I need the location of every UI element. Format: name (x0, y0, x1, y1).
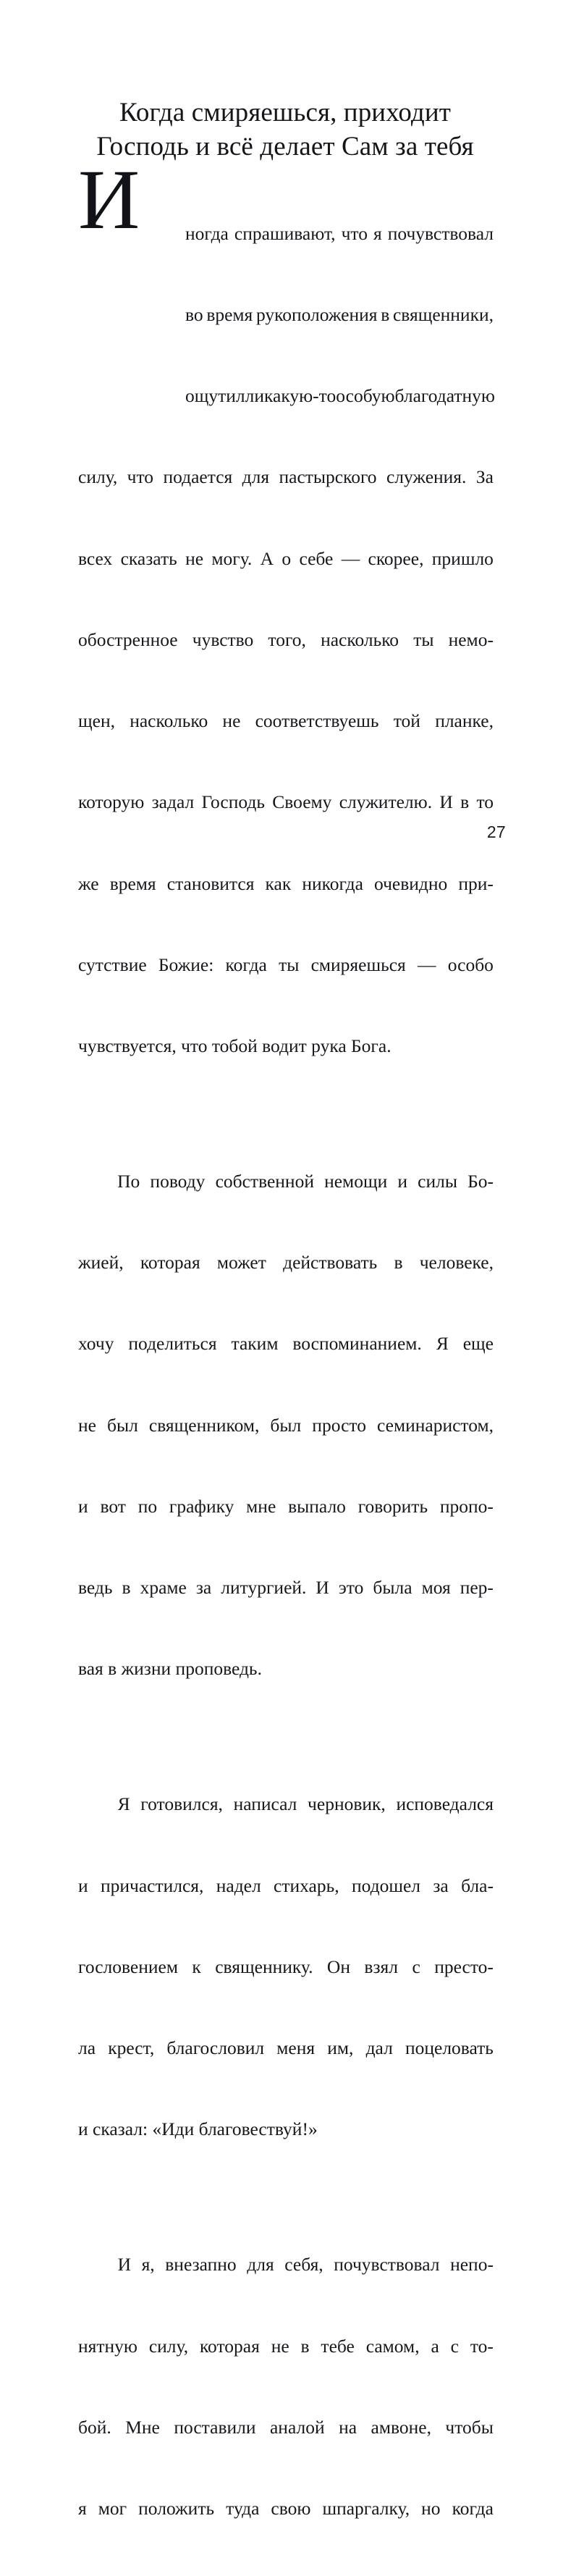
word: ли (245, 385, 265, 407)
text-line: чувствуется, что тобой водит рука Бога. (78, 1035, 392, 1056)
word: вот (100, 1495, 126, 1517)
word: Бо- (467, 1171, 494, 1192)
word: какую-то (264, 385, 337, 407)
word: нятную (78, 2335, 137, 2357)
text-line (78, 2495, 494, 2522)
word: не (185, 547, 204, 569)
word: в (394, 1252, 403, 1274)
text-line: и сказал: «Иди благовествуй!» (78, 2118, 318, 2140)
word: это (338, 1577, 364, 1599)
word: По (117, 1171, 140, 1192)
word: и (78, 1495, 88, 1517)
body-text-column (78, 152, 495, 2576)
word: храме (140, 1577, 187, 1599)
word: крест, (108, 2037, 155, 2059)
word: поводу (150, 1171, 206, 1192)
word: же (78, 872, 99, 894)
text-line: вая в жизни проповедь. (78, 1658, 262, 1680)
word: — (418, 954, 436, 975)
text-line (78, 2251, 494, 2278)
paragraph-indent (78, 1790, 107, 1817)
word: и (397, 1171, 408, 1192)
word: немо- (448, 628, 494, 650)
word: исповедался (396, 1793, 494, 1815)
word: выпало (288, 1495, 346, 1517)
word: пер- (460, 1577, 494, 1599)
word: в (460, 791, 470, 813)
word: то- (470, 2335, 494, 2357)
word: в (381, 304, 390, 326)
word: Господь (201, 791, 265, 813)
paragraph-4 (78, 2197, 494, 2576)
word: и (78, 1874, 88, 1896)
word: я (373, 222, 382, 244)
word: человеке, (419, 1252, 494, 1274)
word: во (185, 304, 203, 326)
word: всех (78, 547, 113, 569)
word: Мне (125, 2416, 160, 2438)
word: рукоположения (255, 304, 378, 326)
word: себя, (284, 2254, 323, 2276)
word: дал (365, 2037, 393, 2059)
text-line (78, 951, 494, 978)
word: обостренное (78, 628, 178, 650)
paragraph-1 (78, 152, 495, 1114)
word: поставили (174, 2416, 256, 2438)
word: внезапно (165, 2254, 237, 2276)
word: себе (299, 547, 334, 569)
text-line (78, 1493, 494, 1520)
text-line (78, 870, 494, 897)
word: гословением (78, 1956, 178, 1977)
word: еще (462, 1333, 494, 1355)
word: могу. (211, 547, 253, 569)
word: воспоминанием. (292, 1333, 422, 1355)
word: ощутил (185, 385, 245, 407)
text-line (78, 1574, 494, 1601)
word: говорить (357, 1495, 428, 1517)
word: соответствуешь (255, 710, 379, 732)
word: ты (413, 628, 434, 650)
word: хочу (78, 1333, 114, 1355)
word: может (216, 1252, 266, 1274)
word: сказать (120, 547, 177, 569)
word: — (341, 547, 360, 569)
word: свою (271, 2497, 311, 2519)
word: становится (166, 872, 255, 894)
word: при- (458, 872, 494, 894)
word: им, (327, 2037, 354, 2059)
word: скорее, (368, 547, 424, 569)
word: священником, (148, 1414, 260, 1436)
word: когда (452, 2497, 494, 2519)
word: Я (117, 1793, 130, 1815)
word: почувствовал (387, 222, 494, 244)
drop-cap: И (78, 152, 140, 247)
text-line (78, 1168, 494, 1195)
word: время (206, 304, 253, 326)
word: был (270, 1414, 302, 1436)
word: которая (140, 1252, 200, 1274)
word: пропо- (439, 1495, 494, 1517)
word: моя (421, 1577, 451, 1599)
word: особо (447, 954, 494, 975)
word: действовать (283, 1252, 378, 1274)
word: служителю. (339, 791, 433, 813)
word: меня (276, 2037, 316, 2059)
word: очевидно (374, 872, 448, 894)
text-line (78, 788, 494, 815)
word: когда (225, 954, 267, 975)
word: бой. (78, 2416, 111, 2438)
word: был (107, 1414, 138, 1436)
word: за (195, 1577, 212, 1599)
word: в (122, 1577, 131, 1599)
word: графику (169, 1495, 234, 1517)
paragraph-2 (78, 1114, 494, 1736)
word: не (78, 1414, 96, 1436)
word: И (117, 2254, 131, 2276)
word: причастился, (100, 1874, 204, 1896)
word: готовился, (140, 1793, 223, 1815)
word: о (282, 547, 292, 569)
word: задал (151, 791, 195, 813)
word: особую (336, 385, 395, 407)
word: И (316, 1577, 329, 1599)
text-line (78, 1330, 494, 1357)
word: священники, (392, 304, 494, 326)
word: по (137, 1495, 158, 1517)
word: никогда (302, 872, 363, 894)
text-line (78, 545, 494, 572)
word: для (247, 2254, 274, 2276)
word: непо- (450, 2254, 494, 2276)
text-line (78, 220, 494, 247)
word: к (192, 1956, 201, 1977)
word: туда (226, 2497, 260, 2519)
word: подошел (351, 1874, 421, 1896)
word: смиряешься (310, 954, 406, 975)
word: За (475, 466, 494, 488)
word: написал (233, 1793, 297, 1815)
word: чтобы (445, 2416, 494, 2438)
word: которую (78, 791, 145, 813)
word: священнику. (215, 1956, 313, 1977)
word: почувствовал (334, 2254, 440, 2276)
word: которая (199, 2335, 260, 2357)
word: ведь (78, 1577, 113, 1599)
chapter-title (78, 96, 492, 164)
paragraph-3 (78, 1737, 494, 2197)
word: собственной (215, 1171, 314, 1192)
word: как (265, 872, 292, 894)
word: И (439, 791, 453, 813)
text-line (78, 2414, 494, 2441)
word: что (341, 222, 368, 244)
word: я (78, 2497, 87, 2519)
text-line (78, 382, 494, 409)
word: аналой (269, 2416, 325, 2438)
word: Он (326, 1956, 350, 1977)
word: а (431, 2335, 439, 2357)
word: жией, (78, 1252, 124, 1274)
word: положить (138, 2497, 215, 2519)
word: таким (231, 1333, 279, 1355)
word: сутствие (78, 954, 147, 975)
word: поцеловать (405, 2037, 494, 2059)
word: той (393, 710, 420, 732)
word: была (373, 1577, 412, 1599)
text-line (78, 1412, 494, 1439)
paragraph-indent (78, 1168, 107, 1195)
word: ла (78, 2037, 96, 2059)
word: с (412, 1956, 420, 1977)
word: А (260, 547, 274, 569)
text-line (78, 2034, 494, 2061)
word: силу, (78, 466, 118, 488)
word: мог (98, 2497, 127, 2519)
word: чувство (192, 628, 254, 650)
word: тебе (321, 2335, 355, 2357)
chapter-title-line-1: Когда смиряешься, приходит (119, 97, 452, 127)
word: взял (364, 1956, 398, 1977)
word: ты (279, 954, 300, 975)
word: поделиться (128, 1333, 217, 1355)
word: я, (141, 2254, 155, 2276)
word: надел (216, 1874, 261, 1896)
text-line (78, 1953, 494, 1980)
text-line (78, 1249, 494, 1276)
text-line (78, 2333, 494, 2360)
word: с (450, 2335, 459, 2357)
word: время (109, 872, 156, 894)
word: спрашивают, (234, 222, 336, 244)
text-line (78, 301, 494, 328)
chapter-title-line-2: Господь и всё делает Сам за тебя (96, 131, 474, 161)
word: Божие: (158, 954, 214, 975)
page-number: 27 (486, 822, 506, 841)
word: самом, (365, 2335, 420, 2357)
word: Своему (272, 791, 332, 813)
word: амвоне, (371, 2416, 431, 2438)
word: насколько (321, 628, 399, 650)
word: в (300, 2335, 310, 2357)
word: просто (312, 1414, 366, 1436)
word: служения. (386, 466, 467, 488)
word: семинаристом, (377, 1414, 494, 1436)
word: не (271, 2335, 289, 2357)
word: не (222, 710, 241, 732)
word: подается (163, 466, 233, 488)
word: что (127, 466, 154, 488)
word: для (242, 466, 270, 488)
paragraph-indent (78, 2251, 107, 2278)
word: шпаргалку, (322, 2497, 410, 2519)
word: планке, (435, 710, 494, 732)
word: силы (418, 1171, 457, 1192)
word: щен, (78, 710, 115, 732)
word: силу, (148, 2335, 189, 2357)
word: немощи (324, 1171, 388, 1192)
word: престо- (434, 1956, 494, 1977)
word: ногда (185, 222, 229, 244)
text-line (78, 626, 494, 653)
word: пришло (431, 547, 494, 569)
word: мне (246, 1495, 276, 1517)
text-line (78, 1872, 494, 1899)
word: Я (436, 1333, 449, 1355)
word: пастырского (279, 466, 377, 488)
word: то (476, 791, 494, 813)
word: литургией. (221, 1577, 307, 1599)
text-line (78, 1790, 494, 1817)
word: того, (268, 628, 306, 650)
word: насколько (130, 710, 208, 732)
text-line (78, 463, 494, 490)
word: но (421, 2497, 441, 2519)
word: бла- (461, 1874, 494, 1896)
word: стихарь, (274, 1874, 339, 1896)
word: черновик, (308, 1793, 386, 1815)
word: за (433, 1874, 449, 1896)
word: благословил (166, 2037, 265, 2059)
text-line (78, 707, 494, 734)
word: благодатную (394, 385, 495, 407)
word: на (339, 2416, 357, 2438)
